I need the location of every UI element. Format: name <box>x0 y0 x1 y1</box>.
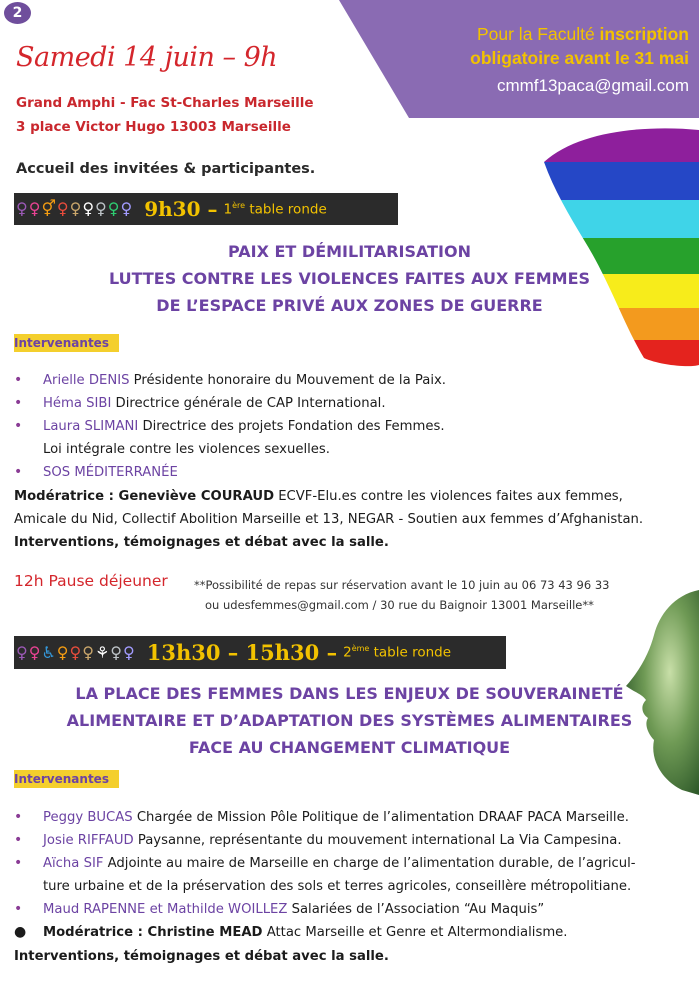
event-date: Samedi 14 juin – 9h <box>16 42 278 73</box>
session1-speaker-list <box>14 369 446 484</box>
contact-email[interactable]: cmmf13paca@gmail.com <box>496 76 689 95</box>
session2-title-line: FACE AU CHANGEMENT CLIMATIQUE <box>188 738 511 757</box>
banner-deadline: obligatoire avant le 31 mai <box>470 48 689 68</box>
pause-title: 12h Pause déjeuner <box>14 572 168 590</box>
session1-round: 1ère table ronde <box>223 200 327 218</box>
list-item: • SOS MÉDITERRANÉE <box>14 464 178 480</box>
session1-speakers-tag: Intervenantes <box>14 334 119 352</box>
list-item: ● Modératrice : Christine MEAD Attac Marseille et Genre et Altermondialisme. <box>14 924 568 940</box>
list-item: • Peggy BUCAS Chargée de Mission Pôle Politique de l’alimentation DRAAF PACA Marseille. <box>14 809 629 825</box>
session1-closing: Interventions, témoignages et débat avec la salle. <box>14 535 389 550</box>
session2-title <box>0 680 699 761</box>
session2-title-line: ALIMENTAIRE ET D’ADAPTATION DES SYSTÈMES ALIMENTAIRES <box>66 711 633 730</box>
banner-bold: inscription <box>599 24 689 44</box>
session2-round: 2ème table ronde <box>343 644 452 661</box>
session2-time-bar <box>14 636 506 669</box>
venue-line-1: Grand Amphi - Fac St-Charles Marseille <box>16 95 314 111</box>
page-number-badge: 2 <box>4 2 31 24</box>
list-item: • Josie RIFFAUD Paysanne, représentante du mouvement international La Via Campesina. <box>14 832 622 848</box>
session2-closing: Interventions, témoignages et débat avec la salle. <box>14 949 389 964</box>
list-item: • Laura SLIMANI Directrice des projets Fondation des Femmes. Loi intégrale contre les violences sexuelles. <box>14 418 445 457</box>
list-item: • Arielle DENIS Présidente honoraire du Mouvement de la Paix. <box>14 372 446 388</box>
list-item: • Maud RAPENNE et Mathilde WOILLEZ Salariées de l’Association “Au Maquis” <box>14 901 545 917</box>
list-item: • Aïcha SIF Adjointe au maire de Marseille en charge de l’alimentation durable, de l’agricul- ture urbaine et de la préservation des sols et terres agricoles, conseillère métropolitiane. <box>14 855 636 894</box>
banner-prefix: Pour la Faculté <box>476 24 600 44</box>
session1-title <box>0 238 699 319</box>
venue-line-2: 3 place Victor Hugo 13003 Marseille <box>16 119 291 135</box>
session2-speakers-tag: Intervenantes <box>14 770 119 788</box>
registration-text <box>470 22 689 98</box>
session1-title-line: LUTTES CONTRE LES VIOLENCES FAITES AUX FEMMES <box>108 269 591 288</box>
list-item: • Héma SIBI Directrice générale de CAP International. <box>14 395 386 411</box>
session1-title-line: PAIX ET DÉMILITARISATION <box>228 242 471 261</box>
session1-time: 9h30 – <box>144 197 218 221</box>
welcome-text: Accueil des invitées & participantes. <box>16 161 316 177</box>
session2-speaker-list <box>14 806 694 944</box>
women-symbols-icon: ♀ ♀ ⚥ ♀ ♀ ♀ ♀ ♀ ♀ <box>16 199 133 218</box>
pause-note: **Possibilité de repas sur réservation avant le 10 juin au 06 73 43 96 33 ou udesfemmes@gmail.com / 30 rue du Baignoir 13001 Marseille** <box>194 578 610 612</box>
session2-title-line: LA PLACE DES FEMMES DANS LES ENJEUX DE SOUVERAINETÉ <box>75 684 624 703</box>
session2-time: 13h30 – 15h30 – <box>146 640 338 665</box>
session1-moderator: Modératrice : Geneviève COURAUD ECVF-Elu.es contre les violences faites aux femmes, Amicale du Nid, Collectif Abolition Marseille et 13, NEGAR - Soutien aux femmes d’Afghanistan. Interventions, témoignages et débat avec la salle. <box>14 489 644 550</box>
lunch-pause <box>14 571 610 612</box>
session1-title-line: DE L’ESPACE PRIVÉ AUX ZONES DE GUERRE <box>156 296 543 315</box>
session1-time-bar <box>14 193 398 225</box>
women-symbols-icon: ♀ ♀ ♿ ♀ ♀ ♀ ⚘ ♀ ♀ <box>16 642 135 662</box>
registration-banner <box>339 0 699 118</box>
